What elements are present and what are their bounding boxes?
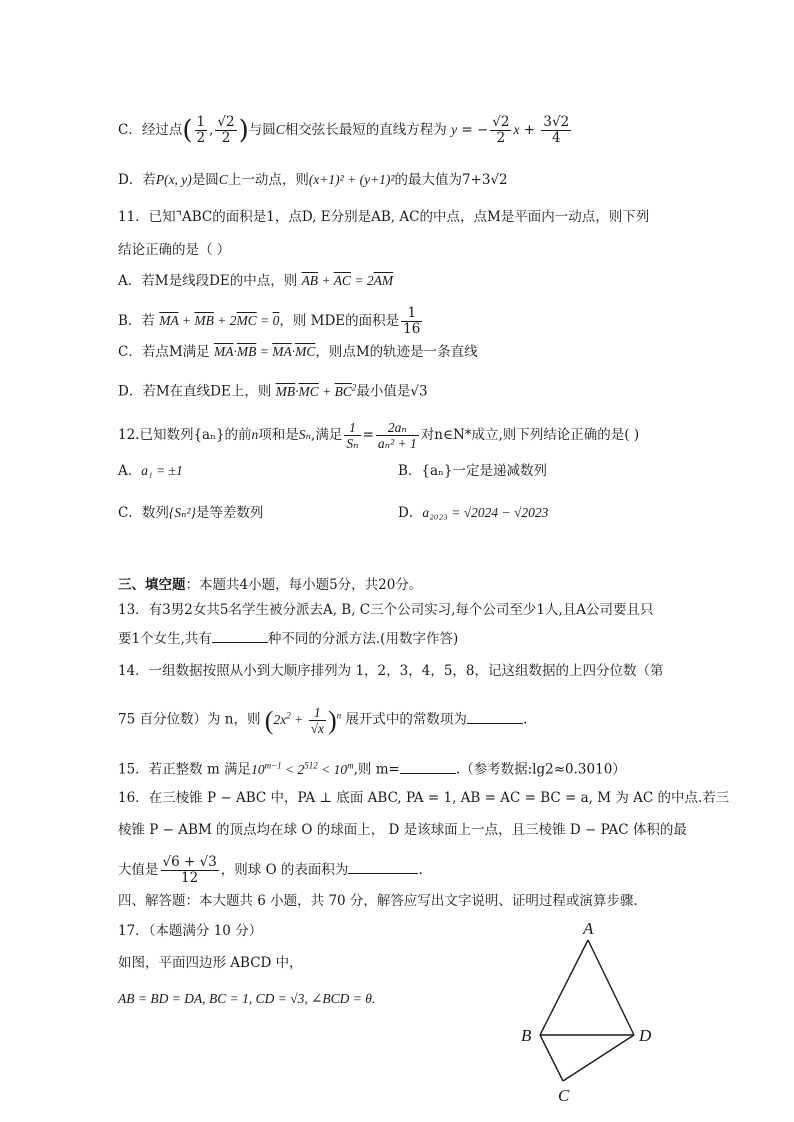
vertex-label-d: D [639, 1026, 652, 1045]
q12-c-expr: {Sₙ²} [168, 505, 196, 520]
q11-option-c [118, 342, 478, 362]
q10-d-pre: 若 [142, 172, 156, 188]
q11-d-post: 最小值是 [356, 383, 411, 400]
q11-option-b [118, 306, 424, 337]
q12-c-post: 是等差数列 [195, 505, 264, 521]
q11-d-value: √3 [410, 383, 428, 400]
q12-stem-mid2: ,满足 [311, 427, 343, 443]
q11-d-expr: $\overline{MB}\cdot\overline{MC} + \overline{BC}^2$ [275, 382, 357, 399]
q12-option-d [398, 503, 548, 523]
section3-desc: ：本题共4小题，每小题5分，共20分。 [185, 577, 423, 593]
q12-option-a [118, 461, 183, 481]
q17-line2: AB = BD = DA, BC = 1, CD = √3, ∠BCD = θ. [118, 991, 376, 1006]
q11-stem-2: 结论正确的是（ ） [118, 242, 231, 258]
q11-b-post: ，则 MDE的面积是 [279, 313, 400, 329]
q14-blank [467, 709, 523, 724]
q17-line1: 如图，平面四边形 ABCD 中， [118, 955, 303, 971]
q16-line3 [118, 855, 423, 886]
q11-b-text: B．若 [118, 313, 155, 329]
q10-c-label: C． [118, 122, 142, 138]
q17-head: 17．（本题满分 10 分） [118, 923, 263, 939]
q10-c-pre: 经过点 [141, 122, 183, 138]
q10-d-label: D． [118, 172, 143, 188]
q12-a-expr: a₁ = ±1 [141, 463, 183, 478]
q12-option-c [118, 503, 263, 523]
q11-b-expr: $\overline{MA} + \overline{MB} + 2\overline{MC} = 0$ [159, 313, 280, 328]
q10-c-frac-x: $\frac{1}{2}$ [196, 114, 206, 146]
q16-pre: 大值是 [118, 862, 159, 878]
q11-c-post: ，则点M的轨迹是一条直线 [315, 344, 478, 360]
q10-option-d [118, 170, 508, 190]
q14-end: . [522, 711, 528, 728]
q11-c-expr: $\overline{MA}\cdot\overline{MB} = \overline{MA}\cdot\overline{MC}$ [213, 344, 316, 359]
q11-a-text: A．若M是线段DE的中点，则 [118, 273, 298, 289]
q13-line2 [118, 628, 458, 649]
q12-frac-right: $\frac{\text{2aₙ}}{\text{aₙ² + 1}}$ [377, 420, 417, 451]
q15-mid: ,则 m= [353, 761, 400, 778]
q12-sn: Sₙ [298, 427, 312, 442]
q14-expr: ($2x^2$ + $\frac{1}{√x}$ )$^n$ [264, 705, 342, 736]
q10-d-circle: C [218, 172, 228, 187]
q13-post: 种不同的分派方法.(用数字作答) [267, 631, 459, 647]
q12-b-label: B． [398, 463, 422, 479]
q12-d-label: D． [398, 505, 423, 521]
q16-blank [348, 859, 418, 874]
q14-line2 [118, 705, 527, 736]
q12-stem-pre: 12.已知数列{aₙ}的前 [118, 427, 252, 443]
q15-post: .（参考数据:lg2≈0.3010） [455, 761, 626, 778]
vertex-label-b: B [521, 1026, 532, 1045]
q16-line2: 棱锥 P − ABM 的顶点均在球 O 的球面上， D 是该球面上一点，且三棱锥 D − PAC 体积的最 [118, 822, 687, 838]
q12-stem-post: 对n∈N*成立,则下列结论正确的是( ) [420, 427, 640, 443]
vertex-label-a: A [583, 919, 594, 938]
edge-ab [540, 940, 588, 1035]
edge-bc [540, 1035, 563, 1081]
section4-header [118, 891, 638, 911]
q12-n: n [251, 427, 259, 442]
q12-c-label: C．数列 [118, 505, 169, 521]
q15-pre: 15．若正整数 m 满足 [118, 761, 252, 778]
q14-pre: 75 百分位数）为 n，则 [118, 711, 261, 728]
q11-option-d [118, 377, 428, 402]
q10-c-post: 相交弦长最短的直线方程为 [284, 122, 447, 138]
q10-d-point: P(x, y) [155, 172, 192, 187]
q10-c-circle: C [275, 122, 285, 137]
q10-option-c: C．经过点( $\frac{1}{2}$ , $\frac{√2}{2}$ )与圆C相交弦长最短的直线方程为 y = − $\frac{√2}{2}$ x + $\frac{3√2}{4}$ [118, 114, 570, 146]
q14-post: 展开式中的常数项为 [345, 711, 467, 728]
q13-blank [212, 628, 268, 643]
q11-d-text: D．若M在直线DE上，则 [118, 383, 272, 400]
q16-frac: $\frac{√6 + √3}{12}$ [162, 854, 217, 886]
section3-header [118, 575, 422, 595]
edge-cd [563, 1035, 634, 1081]
q13-pre: 要1个女生,共有 [118, 631, 212, 647]
q12-option-b [398, 461, 547, 481]
q10-d-post: 上一动点，则 [227, 172, 309, 188]
q12-stem: 12.已知数列{aₙ}的前n项和是Sₙ,满足 $\frac{1}{\text{Sₙ}}$ = $\frac{\text{2aₙ}}{\text{aₙ² + 1}}$ 对n∈N*成立,则下列结论正确的是( ) [118, 420, 640, 451]
q10-c-frac-y: $\frac{√2}{2}$ [217, 114, 235, 146]
q16-line1: 16．在三棱锥 P − ABC 中，PA ⊥ 底面 ABC, PA = 1, AB = AC = BC = a, M 为 AC 的中点.若三 [118, 790, 730, 806]
quadrilateral-figure [510, 918, 670, 1108]
q11-c-text: C．若点M满足 [118, 344, 210, 360]
q10-d-mid: 是圆 [191, 172, 219, 188]
q10-d-value: 7+3√2 [461, 172, 508, 188]
edge-ad [588, 940, 634, 1035]
q12-b-expr: {aₙ}一定是递减数列 [421, 463, 547, 479]
q12-frac-left: $\frac{1}{\text{Sₙ}}$ [346, 420, 359, 451]
q10-d-end: 的最大值为 [394, 172, 462, 188]
q11-option-a [118, 271, 393, 291]
q15 [118, 755, 626, 780]
q14-line1: 14．一组数据按照从小到大顺序排列为 1，2，3，4，5，8，记这组数据的上四分位数（第 [118, 663, 664, 679]
q12-a-label: A． [118, 463, 142, 479]
q15-expr: $10^{m-1} < 2^{512} < 10^m$ [251, 760, 354, 777]
q16-end: . [418, 862, 423, 878]
section4-title: 四、解答题 [118, 893, 186, 909]
q12-stem-mid: 项和是 [258, 427, 299, 443]
vertex-label-c: C [558, 1086, 570, 1105]
q15-blank [400, 759, 456, 774]
q13-line1: 13．有3男2女共5名学生被分派去A, B, C三个公司实习,每个公司至少1人,且A公司要且只 [118, 602, 654, 618]
q11-b-frac: $\frac{1}{16}$ [403, 305, 421, 337]
q16-post: ，则球 O 的表面积为 [220, 862, 349, 878]
q12-d-expr: a₂₀₂₃ = √2024 − √2023 [422, 505, 549, 520]
q10-c-mid: 与圆 [248, 122, 276, 138]
q11-stem-1: 11．已知⌝ABC的面积是1，点D, E分别是AB, AC的中点，点M是平面内一动点，则下列 [118, 209, 650, 225]
section3-title: 三、填空题 [118, 577, 186, 593]
q11-a-expr: $\overline{AB} + \overline{AC} = 2\overline{AM}$ [301, 273, 394, 288]
q10-d-expr: (x+1)² + (y+1)² [308, 172, 395, 187]
section4-desc: ：本大题共 6 小题，共 70 分，解答应写出文字说明、证明过程或演算步骤. [185, 893, 638, 909]
